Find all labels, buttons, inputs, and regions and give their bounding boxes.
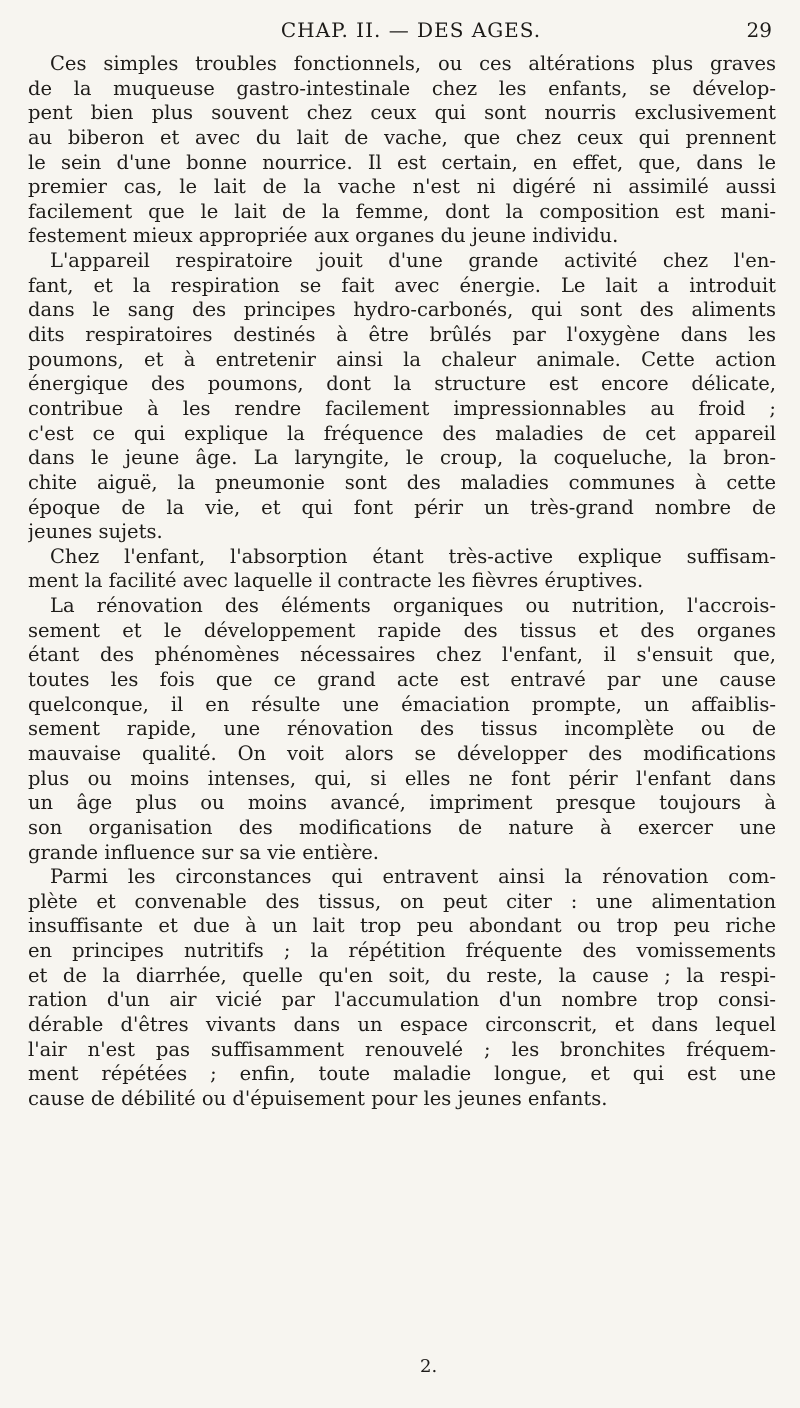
text-line: mauvaise qualité. On voit alors se développer des modifications: [28, 741, 776, 765]
text-line: insuffisante et due à un lait trop peu abondant ou trop peu riche: [28, 914, 776, 938]
text-line: son organisation des modifications de nature à exercer une: [28, 815, 776, 839]
text-line: ment répétées ; enfin, toute maladie longue, et qui est une: [28, 1062, 776, 1086]
text-line: quelconque, il en résulte une émaciation prompte, un affaiblis-: [28, 692, 776, 716]
text-line: fant, et la respiration se fait avec énergie. Le lait a introduit: [28, 273, 776, 297]
text-line: festement mieux appropriée aux organes du jeune individu.: [28, 224, 619, 248]
text-line: plète et convenable des tissus, on peut citer : une alimentation: [28, 889, 776, 913]
text-line: Parmi les circonstances qui entravent ainsi la rénovation com-: [50, 865, 776, 889]
text-line: au biberon et avec du lait de vache, que chez ceux qui prennent: [28, 125, 776, 149]
text-line: énergique des poumons, dont la structure est encore délicate,: [28, 372, 776, 396]
body-text: [28, 52, 776, 1112]
text-line: ment la facilité avec laquelle il contracte les fièvres éruptives.: [28, 569, 644, 593]
text-line: de la muqueuse gastro-intestinale chez les enfants, se dévelop-: [28, 76, 776, 100]
text-line: pent bien plus souvent chez ceux qui sont nourris exclusivement: [28, 101, 776, 125]
running-title: CHAP. II. — DES AGES.: [280, 18, 542, 42]
text-line: Chez l'enfant, l'absorption étant très-active explique suffisam-: [50, 544, 776, 568]
text-line: plus ou moins intenses, qui, si elles ne font périr l'enfant dans: [28, 766, 776, 790]
text-line: sement et le développement rapide des tissus et des organes: [28, 618, 776, 642]
text-line: L'appareil respiratoire jouit d'une grande activité chez l'en-: [50, 249, 776, 273]
text-line: Ces simples troubles fonctionnels, ou ces altérations plus graves: [50, 52, 776, 75]
text-line: jeunes sujets.: [28, 520, 163, 544]
text-line: contribue à les rendre facilement impressionnables au froid ;: [28, 396, 776, 420]
text-line: époque de la vie, et qui font périr un très-grand nombre de: [28, 495, 776, 519]
text-line: étant des phénomènes nécessaires chez l'enfant, il s'ensuit que,: [28, 643, 776, 667]
text-line: premier cas, le lait de la vache n'est ni digéré ni assimilé aussi: [28, 175, 776, 199]
signature-mark: 2.: [420, 1356, 438, 1377]
text-line: et de la diarrhée, quelle qu'en soit, du reste, la cause ; la respi-: [28, 963, 776, 987]
text-line: poumons, et à entretenir ainsi la chaleur animale. Cette action: [28, 347, 776, 371]
text-line: facilement que le lait de la femme, dont la composition est mani-: [28, 199, 776, 223]
text-line: La rénovation des éléments organiques ou nutrition, l'accrois-: [50, 594, 776, 618]
text-line: dans le jeune âge. La laryngite, le croup, la coqueluche, la bron-: [28, 446, 776, 470]
page-header: [50, 14, 772, 46]
text-line: c'est ce qui explique la fréquence des maladies de cet appareil: [28, 421, 776, 445]
text-line: en principes nutritifs ; la répétition fréquente des vomissements: [28, 939, 776, 963]
text-line: cause de débilité ou d'épuisement pour les jeunes enfants.: [28, 1086, 608, 1110]
text-line: dérable d'êtres vivants dans un espace circonscrit, et dans lequel: [28, 1012, 776, 1036]
text-line: ration d'un air vicié par l'accumulation d'un nombre trop consi-: [28, 988, 776, 1012]
text-line: sement rapide, une rénovation des tissus incomplète ou de: [28, 717, 776, 741]
text-line: un âge plus ou moins avancé, impriment presque toujours à: [28, 791, 776, 815]
page-number: 29: [746, 18, 772, 42]
text-line: grande influence sur sa vie entière.: [28, 840, 380, 864]
text-line: dans le sang des principes hydro-carbonés, qui sont des aliments: [28, 298, 776, 322]
text-line: l'air n'est pas suffisamment renouvelé ; les bronchites fréquem-: [28, 1037, 776, 1061]
text-line: le sein d'une bonne nourrice. Il est certain, en effet, que, dans le: [28, 150, 776, 174]
text-line: dits respiratoires destinés à être brûlés par l'oxygène dans les: [28, 323, 776, 347]
text-line: chite aiguë, la pneumonie sont des maladies communes à cette: [28, 470, 776, 494]
text-line: toutes les fois que ce grand acte est entravé par une cause: [28, 668, 776, 692]
